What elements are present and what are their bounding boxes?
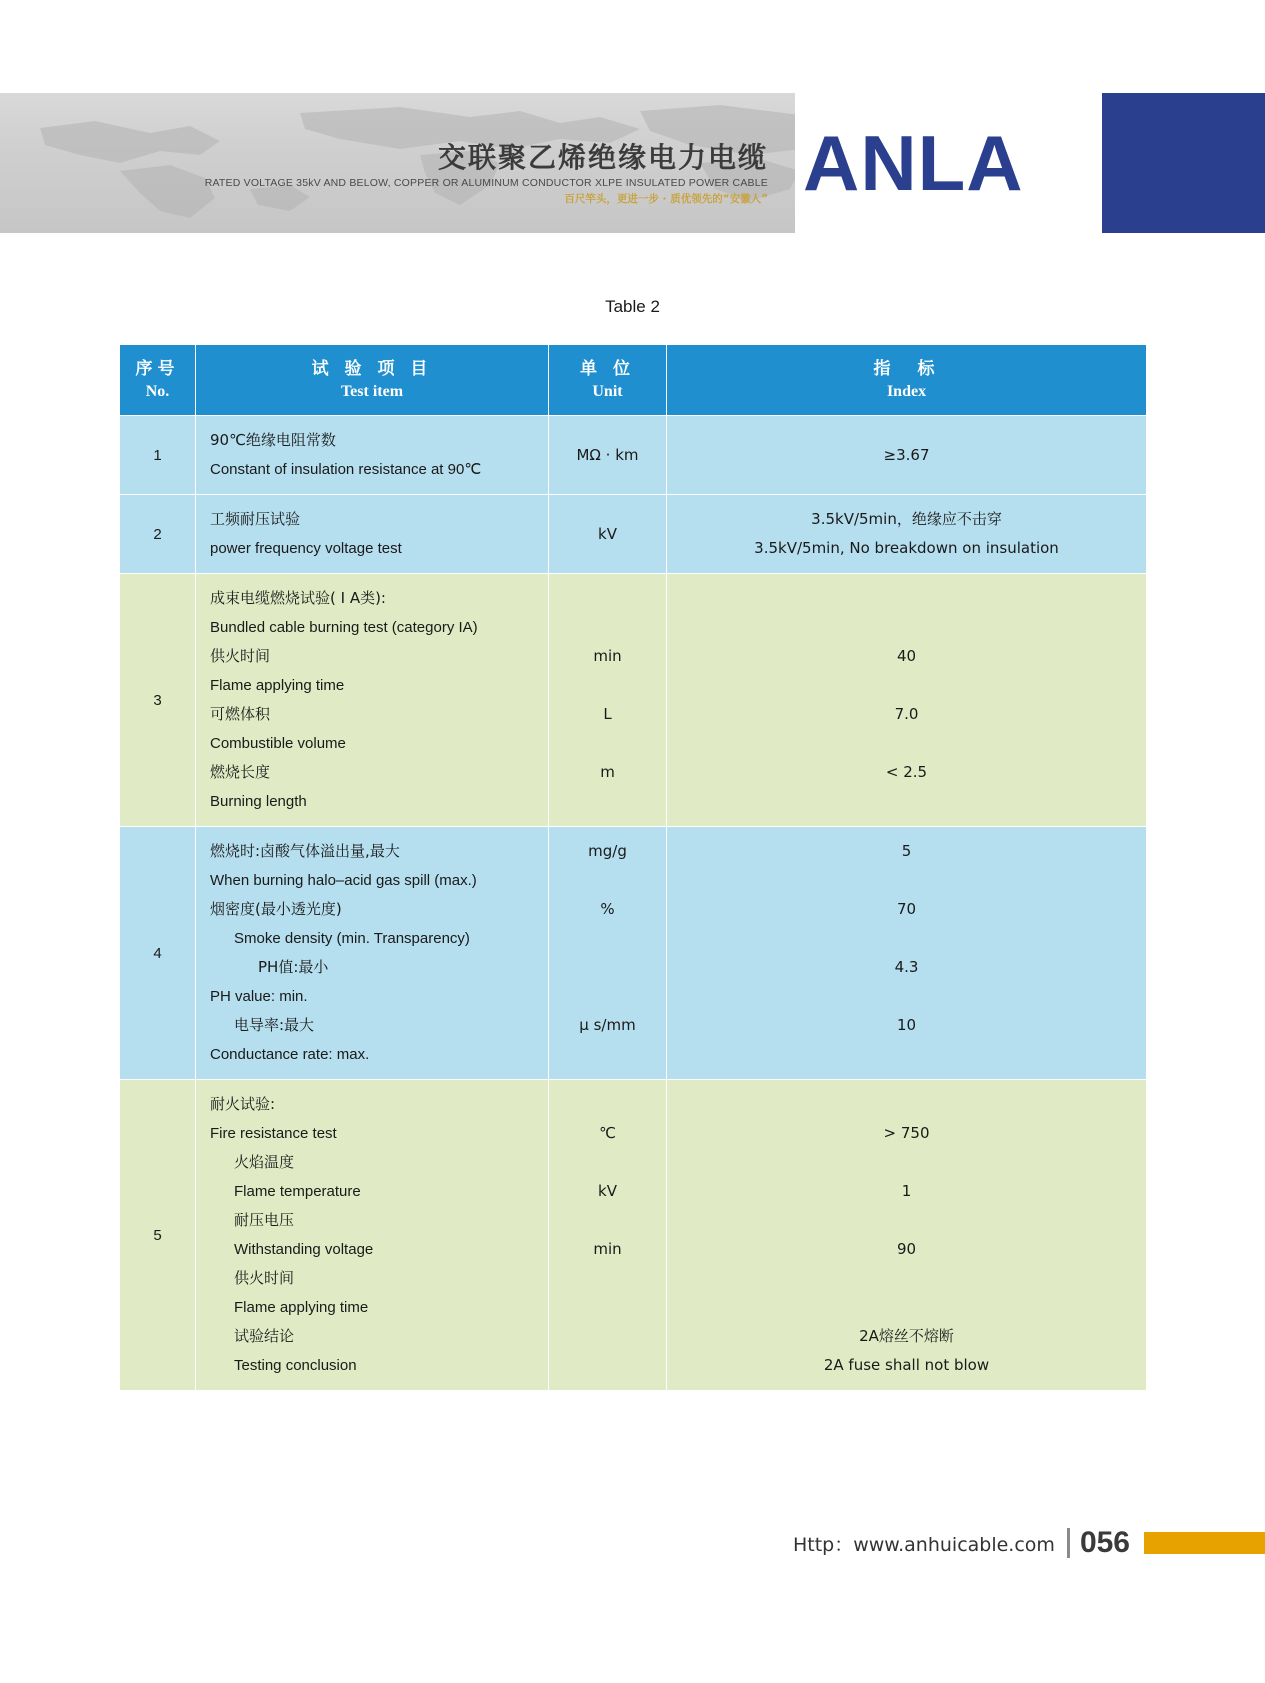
column-header-no: [120, 345, 196, 416]
cell-unit-line: [555, 1264, 660, 1293]
brand-wordmark-main: ANLA: [803, 119, 1024, 207]
table-caption: Table 2: [605, 297, 660, 316]
cell-unit-line: ℃: [599, 1124, 616, 1142]
page-footer: [0, 1521, 1265, 1565]
banner-slogan: 百尺竿头，更进一步 · 质优领先的“安徽人”: [564, 193, 768, 205]
test-item-line: 试验结论: [234, 1327, 295, 1345]
cell-unit-line: min: [593, 647, 622, 665]
test-item-line: Burning length: [210, 793, 307, 810]
cell-index-line: 3.5kV/5min, No breakdown on insulation: [754, 539, 1059, 557]
cell-index-line: [673, 584, 1140, 613]
test-item-line: 燃烧时:卤酸气体溢出量,最大: [210, 842, 400, 860]
test-item-line: 可燃体积: [210, 705, 271, 723]
test-item-line: Fire resistance test: [210, 1125, 337, 1142]
test-item-line: 火焰温度: [234, 1153, 295, 1171]
cell-index: [667, 827, 1147, 1080]
cell-unit-line: m: [600, 763, 615, 781]
cell-index-line: [673, 787, 1140, 816]
cell-unit-line: [555, 613, 660, 642]
test-item-line: Flame applying time: [234, 1299, 369, 1316]
test-item-line: Flame applying time: [210, 677, 345, 694]
cell-test-item: [196, 574, 549, 827]
column-header-test-item: [196, 345, 549, 416]
banner-title-block: [0, 93, 790, 233]
cell-index-line: [673, 1206, 1140, 1235]
test-item-line: 90℃绝缘电阻常数: [210, 431, 336, 449]
cell-index: [667, 574, 1147, 827]
cell-unit: [549, 1080, 667, 1391]
cell-unit-line: [555, 953, 660, 982]
test-item-line: When burning halo–acid gas spill (max.): [210, 872, 477, 889]
table-row: [120, 416, 1147, 495]
test-item-line: 工频耐压试验: [210, 510, 301, 528]
test-item-line: 电导率:最大: [234, 1016, 315, 1034]
cell-test-item: [196, 416, 549, 495]
cell-index-line: 2A熔丝不熔断: [859, 1327, 954, 1345]
cell-index-line: [673, 729, 1140, 758]
cell-index-line: [673, 1293, 1140, 1322]
cell-unit-line: mg/g: [588, 842, 627, 860]
cell-index: [667, 495, 1147, 574]
cell-index-line: ≥3.67: [883, 445, 930, 464]
cell-no: 3: [120, 574, 196, 827]
cell-index-line: [673, 1264, 1140, 1293]
cell-unit-line: L: [603, 705, 612, 723]
spec-table-wrapper: [119, 344, 1146, 1391]
cell-no: 1: [120, 416, 196, 495]
test-item-line: Combustible volume: [210, 735, 346, 752]
cell-unit-line: [555, 1322, 660, 1351]
table-body: [120, 416, 1147, 1391]
cell-index-line: 7.0: [894, 705, 919, 723]
test-item-line: 燃烧长度: [210, 763, 271, 781]
cell-index-line: 1: [901, 1182, 912, 1200]
table-row: [120, 827, 1147, 1080]
table-row: [120, 495, 1147, 574]
test-item-line: PH值:最小: [258, 958, 329, 976]
cell-test-item: [196, 827, 549, 1080]
cell-unit-line: kV: [598, 524, 617, 543]
cell-no: 2: [120, 495, 196, 574]
cell-unit: [549, 416, 667, 495]
test-item-line: Constant of insulation resistance at 90℃: [210, 461, 482, 478]
test-item-line: Smoke density (min. Transparency): [234, 930, 470, 947]
brand-wordmark-accent: N: [1023, 119, 1081, 207]
cell-unit-line: [555, 1206, 660, 1235]
cell-unit-line: [555, 584, 660, 613]
cell-unit-line: [555, 729, 660, 758]
cell-index-line: 10: [896, 1016, 917, 1034]
test-item-line: 烟密度(最小透光度): [210, 900, 342, 918]
test-item-line: Bundled cable burning test (category IA): [210, 619, 478, 636]
cell-index-line: < 2.5: [885, 763, 928, 781]
test-item-line: 供火时间: [210, 647, 271, 665]
column-header-index: [667, 345, 1147, 416]
cell-unit-line: min: [593, 1240, 622, 1258]
page-number: 056: [1079, 1526, 1130, 1559]
column-header-no-cn: 序号: [135, 359, 180, 379]
page-header-banner: [0, 93, 1265, 233]
cell-unit-line: %: [600, 900, 615, 918]
cell-test-item: [196, 1080, 549, 1391]
test-item-line: 供火时间: [234, 1269, 295, 1287]
cell-unit: [549, 574, 667, 827]
test-item-line: Conductance rate: max.: [210, 1046, 370, 1063]
column-header-unit-en: Unit: [592, 383, 623, 400]
cell-unit-line: μ s/mm: [579, 1016, 636, 1034]
banner-title-cn: 交联聚乙烯绝缘电力电缆: [437, 141, 768, 174]
cell-unit-line: kV: [598, 1182, 617, 1200]
cell-index-line: 3.5kV/5min，绝缘应不击穿: [811, 510, 1002, 528]
cell-index: [667, 1080, 1147, 1391]
cell-unit-line: [555, 924, 660, 953]
column-header-test-item-cn: 试 验 项 目: [311, 359, 433, 379]
test-item-line: 成束电缆燃烧试验( I A类):: [210, 589, 386, 607]
cell-unit-line: [555, 1040, 660, 1069]
test-item-line: 耐压电压: [234, 1211, 295, 1229]
cell-unit-line: [555, 982, 660, 1011]
cell-unit: [549, 495, 667, 574]
spec-table: [119, 344, 1147, 1391]
cell-index-line: [673, 924, 1140, 953]
banner-title-en: RATED VOLTAGE 35kV AND BELOW, COPPER OR ALUMINUM CONDUCTOR XLPE INSULATED POWER CABLE: [204, 177, 768, 189]
cell-unit-line: [555, 1148, 660, 1177]
cell-no: 4: [120, 827, 196, 1080]
cell-index-line: [673, 1148, 1140, 1177]
brand-wordmark: [795, 93, 1265, 233]
column-header-index-en: Index: [886, 383, 927, 400]
test-item-line: 耐火试验:: [210, 1095, 276, 1113]
cell-index-line: [673, 671, 1140, 700]
table-header-row: [120, 345, 1147, 416]
cell-index-line: 4.3: [894, 958, 919, 976]
cell-unit-line: [555, 1293, 660, 1322]
cell-index-line: [673, 1090, 1140, 1119]
cell-test-item: [196, 495, 549, 574]
table-head: [120, 345, 1147, 416]
cell-unit: [549, 827, 667, 1080]
cell-index-line: 5: [901, 842, 912, 860]
test-item-line: power frequency voltage test: [210, 540, 402, 557]
cell-index-line: [673, 613, 1140, 642]
cell-no: 5: [120, 1080, 196, 1391]
cell-unit-line: [555, 787, 660, 816]
cell-unit-line: [555, 1090, 660, 1119]
column-header-index-cn: 指 标: [873, 359, 940, 379]
column-header-test-item-en: Test item: [340, 383, 404, 400]
cell-unit-line: [555, 866, 660, 895]
column-header-no-en: No.: [145, 383, 170, 400]
test-item-line: Withstanding voltage: [234, 1241, 374, 1258]
test-item-line: Testing conclusion: [234, 1357, 357, 1374]
footer-inner: [793, 1521, 1265, 1565]
cell-index-line: [673, 982, 1140, 1011]
footer-accent-bar: [1144, 1532, 1265, 1554]
column-header-unit: [549, 345, 667, 416]
test-item-line: Flame temperature: [234, 1183, 361, 1200]
footer-divider: [1067, 1528, 1070, 1558]
column-header-unit-cn: 单 位: [580, 359, 635, 379]
cell-index-line: 2A fuse shall not blow: [823, 1356, 990, 1374]
footer-website-url[interactable]: Http：www.anhuicable.com: [792, 1533, 1055, 1556]
cell-index: [667, 416, 1147, 495]
cell-unit-line: [555, 671, 660, 700]
cell-index-line: > 750: [883, 1124, 930, 1142]
test-item-line: PH value: min.: [210, 988, 308, 1005]
cell-index-line: [673, 866, 1140, 895]
cell-index-line: 90: [896, 1240, 917, 1258]
cell-unit-line: [555, 1351, 660, 1380]
table-row: [120, 1080, 1147, 1391]
cell-index-line: 70: [896, 900, 917, 918]
cell-unit-line: MΩ · km: [576, 445, 639, 464]
cell-index-line: [673, 1040, 1140, 1069]
brand-logo: [795, 93, 1265, 233]
cell-index-line: 40: [896, 647, 917, 665]
table-row: [120, 574, 1147, 827]
